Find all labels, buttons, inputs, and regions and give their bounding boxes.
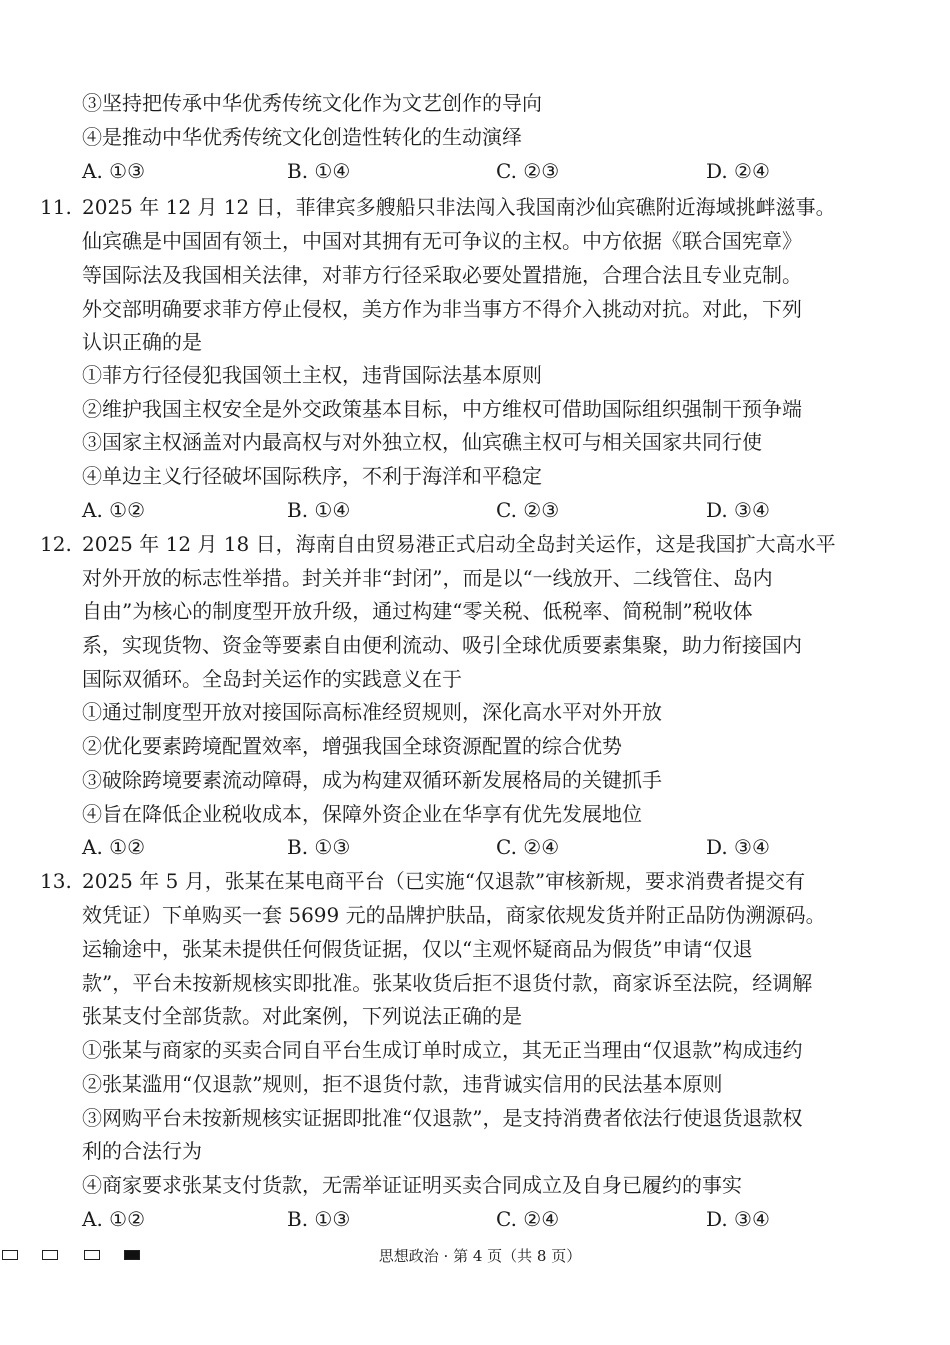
q12-stem-line: 对外开放的标志性举措。封关并非“封闭”，而是以“一线放开、二线管住、岛内 [82, 566, 773, 590]
q11-statement: ③国家主权涵盖对内最高权与对外独立权，仙宾礁主权可与相关国家共同行使 [82, 430, 762, 454]
q13-stem-line: 款”，平台未按新规核实即批准。张某收货后拒不退货付款，商家诉至法院，经调解 [82, 971, 813, 995]
q12-options [82, 830, 872, 864]
q10-option-c: C. ②③ [496, 159, 560, 183]
q11-number: 11. [40, 195, 72, 219]
q12-statement: ④旨在降低企业税收成本，保障外资企业在华享有优先发展地位 [82, 802, 642, 826]
q10-options [82, 154, 872, 188]
q13-statement: ②张某滥用“仅退款”规则，拒不退货付款，违背诚实信用的民法基本原则 [82, 1072, 723, 1096]
q11-stem-line: 认识正确的是 [82, 330, 202, 354]
q13-statement: 利的合法行为 [82, 1139, 202, 1163]
page-number: 思想政治 · 第 4 页（共 8 页） [378, 1247, 582, 1265]
page-marker-square [42, 1250, 58, 1260]
q11-options [82, 493, 872, 527]
q12-stem-line: 2025 年 12 月 18 日，海南自由贸易港正式启动全岛封关运作，这是我国扩大高水平 [82, 532, 836, 556]
q13-stem-line: 运输途中，张某未提供任何假货证据，仅以“主观怀疑商品为假货”申请“仅退 [82, 937, 753, 961]
q11-statement: ②维护我国主权安全是外交政策基本目标，中方维权可借助国际组织强制干预争端 [82, 397, 802, 421]
q11-option-b: B. ①④ [287, 498, 351, 522]
page-marker-square [84, 1250, 100, 1260]
q13-option-c: C. ②④ [496, 1207, 560, 1231]
q13-statement: ④商家要求张某支付货款，无需举证证明买卖合同成立及自身已履约的事实 [82, 1173, 742, 1197]
q11-statement: ④单边主义行径破坏国际秩序，不利于海洋和平稳定 [82, 464, 542, 488]
q13-stem-line: 2025 年 5 月，张某在某电商平台（已实施“仅退款”审核新规，要求消费者提交有 [82, 869, 806, 893]
q10-option-b: B. ①④ [287, 159, 351, 183]
q11-statement: ①菲方行径侵犯我国领土主权，违背国际法基本原则 [82, 363, 542, 387]
q12-option-d: D. ③④ [706, 835, 770, 859]
q12-option-a: A. ①② [82, 835, 146, 859]
q10-statement-4: ④是推动中华优秀传统文化创造性转化的生动演绎 [82, 125, 522, 149]
q11-option-d: D. ③④ [706, 498, 770, 522]
q11-option-a: A. ①② [82, 498, 146, 522]
q13-number: 13. [40, 869, 72, 893]
q13-stem-line: 效凭证）下单购买一套 5699 元的品牌护肤品，商家依规发货并附正品防伪溯源码。 [82, 903, 826, 927]
q12-stem-line: 国际双循环。全岛封关运作的实践意义在于 [82, 667, 462, 691]
q12-number: 12. [40, 532, 72, 556]
q12-statement: ③破除跨境要素流动障碍，成为构建双循环新发展格局的关键抓手 [82, 768, 662, 792]
page-marker-square [2, 1250, 18, 1260]
q13-statement: ①张某与商家的买卖合同自平台生成订单时成立，其无正当理由“仅退款”构成违约 [82, 1038, 803, 1062]
q11-option-c: C. ②③ [496, 498, 560, 522]
q10-option-d: D. ②④ [706, 159, 770, 183]
page-marker-current [124, 1250, 140, 1260]
q13-option-d: D. ③④ [706, 1207, 770, 1231]
q10-option-a: A. ①③ [82, 159, 146, 183]
page-footer [0, 1243, 950, 1269]
q12-statement: ①通过制度型开放对接国际高标准经贸规则，深化高水平对外开放 [82, 700, 662, 724]
q12-stem-line: 自由”为核心的制度型开放升级，通过构建“零关税、低税率、简税制”税收体 [82, 599, 753, 623]
q11-stem-line: 2025 年 12 月 12 日，菲律宾多艘船只非法闯入我国南沙仙宾礁附近海域挑衅滋事。 [82, 195, 836, 219]
q13-stem-line: 张某支付全部货款。对此案例，下列说法正确的是 [82, 1004, 522, 1028]
q13-option-a: A. ①② [82, 1207, 146, 1231]
q12-option-c: C. ②④ [496, 835, 560, 859]
q13-option-b: B. ①③ [287, 1207, 351, 1231]
q11-stem-line: 等国际法及我国相关法律，对菲方行径采取必要处置措施，合理合法且专业克制。 [82, 263, 802, 287]
q11-stem-line: 仙宾礁是中国固有领土，中国对其拥有无可争议的主权。中方依据《联合国宪章》 [82, 229, 802, 253]
q12-statement: ②优化要素跨境配置效率，增强我国全球资源配置的综合优势 [82, 734, 622, 758]
q13-statement: ③网购平台未按新规核实证据即批准“仅退款”，是支持消费者依法行使退货退款权 [82, 1106, 803, 1130]
q12-stem-line: 系，实现货物、资金等要素自由便利流动、吸引全球优质要素集聚，助力衔接国内 [82, 633, 802, 657]
q10-statement-3: ③坚持把传承中华优秀传统文化作为文艺创作的导向 [82, 91, 542, 115]
q13-options [82, 1202, 872, 1236]
q11-stem-line: 外交部明确要求菲方停止侵权，美方作为非当事方不得介入挑动对抗。对此，下列 [82, 297, 802, 321]
q12-option-b: B. ①③ [287, 835, 351, 859]
